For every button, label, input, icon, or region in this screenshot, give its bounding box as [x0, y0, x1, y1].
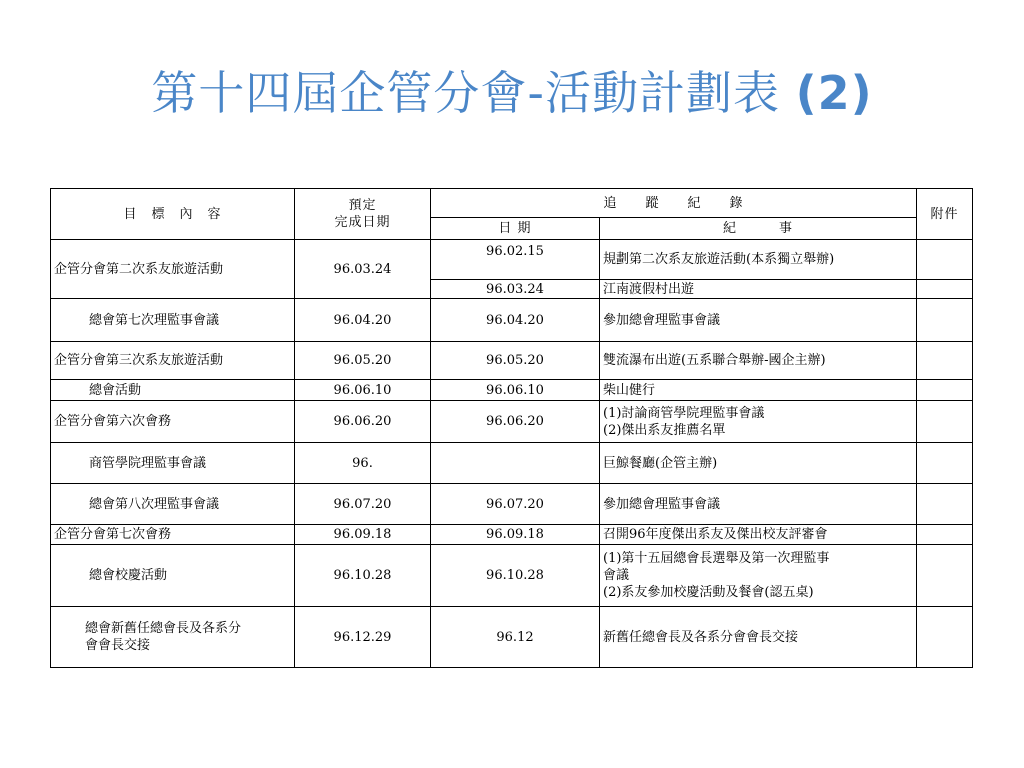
planned-date-cell: 96.10.28: [295, 545, 431, 607]
record-date-cell: [431, 443, 600, 484]
planned-date-cell: 96.09.18: [295, 525, 431, 545]
table-row: [51, 380, 973, 401]
table-row: [51, 240, 973, 280]
record-text-cell: (1)討論商管學院理監事會議 (2)傑出系友推薦名單: [600, 401, 917, 443]
table-row: [51, 443, 973, 484]
record-date-cell: 96.04.20: [431, 299, 600, 342]
record-date-cell: 96.10.28: [431, 545, 600, 607]
planned-date-cell: 96.: [295, 443, 431, 484]
header-planned-date: 預定 完成日期: [295, 189, 431, 240]
planned-date-cell: 96.03.24: [295, 240, 431, 299]
attachment-cell: [917, 280, 973, 299]
goal-cell: 企管分會第六次會務: [51, 401, 295, 443]
title-main: 第十四屆企管分會-活動計劃表: [151, 66, 796, 120]
record-text-cell: 參加總會理監事會議: [600, 299, 917, 342]
attachment-cell: [917, 607, 973, 668]
record-text-cell: 新舊任總會長及各系分會會長交接: [600, 607, 917, 668]
goal-cell: 企管分會第七次會務: [51, 525, 295, 545]
planned-date-cell: 96.07.20: [295, 484, 431, 525]
table-row: [51, 545, 973, 607]
goal-cell: 總會活動: [51, 380, 295, 401]
header-record: 紀 事: [600, 218, 917, 240]
table-row: [51, 342, 973, 380]
record-text-cell: 巨鯨餐廳(企管主辦): [600, 443, 917, 484]
header-tracking: 追 蹤 紀 錄: [431, 189, 917, 218]
planned-date-cell: 96.12.29: [295, 607, 431, 668]
record-date-cell: 96.06.10: [431, 380, 600, 401]
header-attachment: 附件: [917, 189, 973, 240]
record-date-cell: 96.07.20: [431, 484, 600, 525]
header-date: 日 期: [431, 218, 600, 240]
record-text-cell: 雙流瀑布出遊(五系聯合舉辦-國企主辦): [600, 342, 917, 380]
attachment-cell: [917, 525, 973, 545]
header-goal: 目 標 內 容: [51, 189, 295, 240]
record-date-cell: 96.03.24: [431, 280, 600, 299]
table-row: [51, 607, 973, 668]
goal-cell: 總會校慶活動: [51, 545, 295, 607]
attachment-cell: [917, 443, 973, 484]
planned-date-cell: 96.06.10: [295, 380, 431, 401]
record-date-cell: 96.05.20: [431, 342, 600, 380]
record-date-cell: 96.02.15: [431, 240, 600, 280]
record-text-cell: 江南渡假村出遊: [600, 280, 917, 299]
activity-plan-table: [50, 188, 973, 668]
record-text-cell: 召開96年度傑出系友及傑出校友評審會: [600, 525, 917, 545]
record-text-cell: (1)第十五屆總會長選舉及第一次理監事 會議 (2)系友參加校慶活動及餐會(認五桌): [600, 545, 917, 607]
record-date-cell: 96.09.18: [431, 525, 600, 545]
planned-date-cell: 96.04.20: [295, 299, 431, 342]
attachment-cell: [917, 545, 973, 607]
table-row: [51, 299, 973, 342]
goal-cell: 總會第七次理監事會議: [51, 299, 295, 342]
goal-cell: 總會新舊任總會長及各系分 會會長交接: [51, 607, 295, 668]
goal-cell: 企管分會第三次系友旅遊活動: [51, 342, 295, 380]
table-row: [51, 484, 973, 525]
record-text-cell: 柴山健行: [600, 380, 917, 401]
record-date-cell: 96.06.20: [431, 401, 600, 443]
attachment-cell: [917, 240, 973, 280]
planned-date-cell: 96.05.20: [295, 342, 431, 380]
attachment-cell: [917, 380, 973, 401]
page-title: [0, 58, 1024, 128]
goal-cell: 企管分會第二次系友旅遊活動: [51, 240, 295, 299]
table-row: [51, 525, 973, 545]
goal-cell: 商管學院理監事會議: [51, 443, 295, 484]
record-date-cell: 96.12: [431, 607, 600, 668]
attachment-cell: [917, 299, 973, 342]
record-text-cell: 參加總會理監事會議: [600, 484, 917, 525]
attachment-cell: [917, 484, 973, 525]
table-row: [51, 401, 973, 443]
attachment-cell: [917, 342, 973, 380]
goal-cell: 總會第八次理監事會議: [51, 484, 295, 525]
record-text-cell: 規劃第二次系友旅遊活動(本系獨立舉辦): [600, 240, 917, 280]
attachment-cell: [917, 401, 973, 443]
planned-date-cell: 96.06.20: [295, 401, 431, 443]
title-number: (2): [795, 66, 873, 120]
